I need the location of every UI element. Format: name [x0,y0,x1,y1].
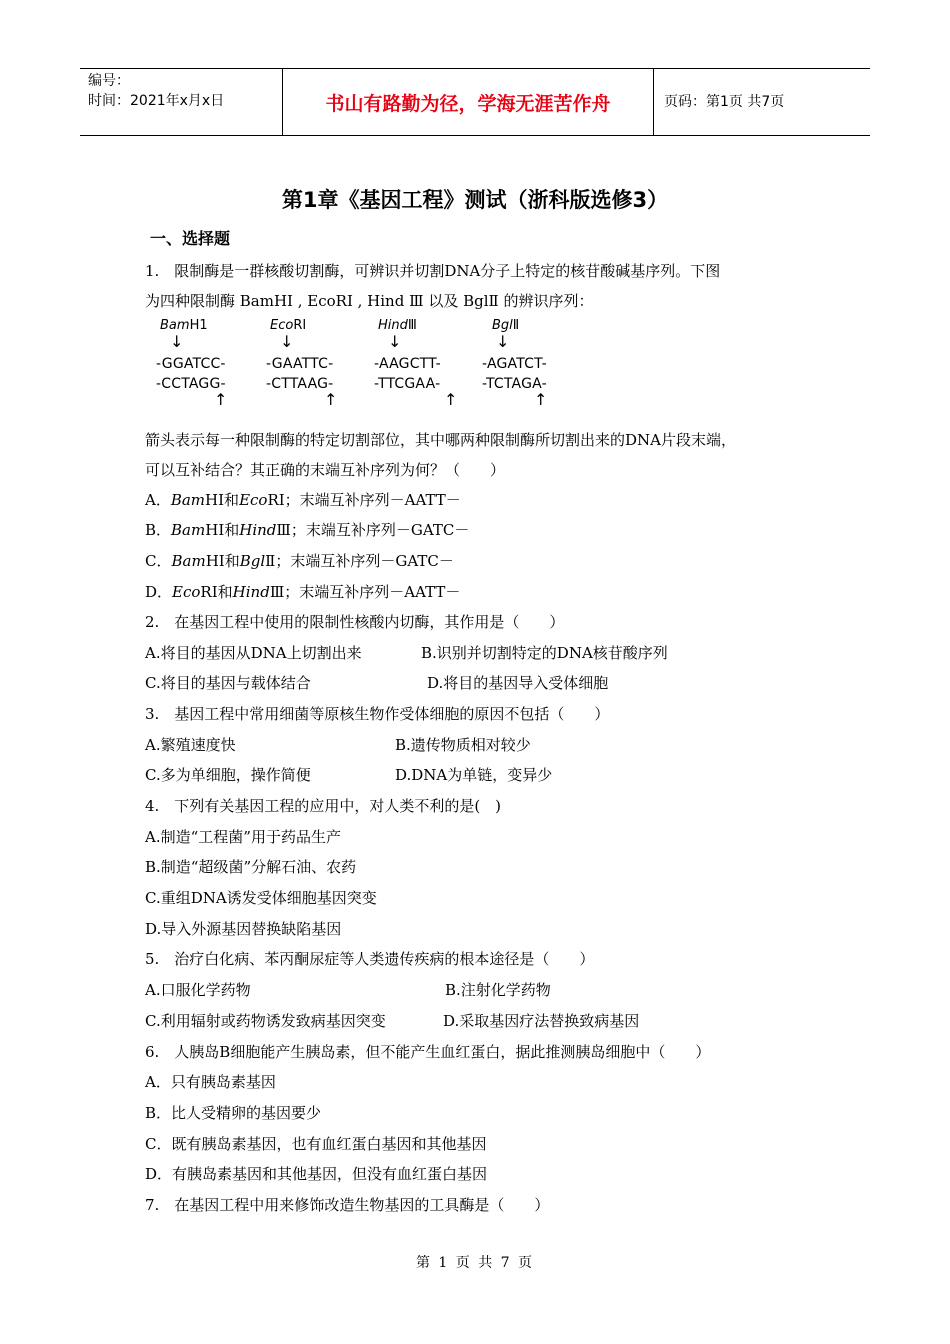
q5-option-a: A.口服化学药物 [145,981,251,999]
page-footer: 第 1 页 共 7 页 [415,1255,535,1271]
q1-option-a: A．BamHI和EcoRI；末端互补序列－AATT－ [145,491,461,509]
bottom-strand: -TTCGAA- [374,376,441,392]
q5-stem: 5. 治疗白化病、苯丙酮尿症等人类遗传疾病的根本途径是（ ） [145,950,595,968]
q1-option-b: B．BamHI和HindⅢ；末端互补序列－GATC－ [145,521,470,539]
page-info: 页码：第1页 共7页 [664,94,785,110]
q3-stem: 3. 基因工程中常用细菌等原核生物作受体细胞的原因不包括（ ） [145,705,610,723]
top-strand: -AGATCT- [482,356,547,372]
header-left-cell [80,69,282,135]
q3-option-a: A.繁殖速度快 [145,736,236,754]
top-strand: -GAATTC- [266,356,334,372]
q5-option-b: B.注射化学药物 [445,981,551,999]
cut-arrow-down-icon: ↓ [170,332,184,351]
q3-option-c: C.多为单细胞，操作简便 [145,766,311,784]
cut-arrow-down-icon: ↓ [388,332,402,351]
bottom-strand: -CCTAGG- [156,376,226,392]
enzyme-bglii [482,318,582,418]
enzyme-name: BamH1 [160,318,208,333]
cut-arrow-down-icon: ↓ [496,332,510,351]
section-title: 一、选择题 [150,229,231,248]
q4-option-b: B.制造“超级菌”分解石油、农药 [145,858,357,876]
top-strand: -GGATCC- [156,356,226,372]
q1-stem-line4: 可以互补结合？其正确的末端互补序列为何？（ ） [145,461,506,479]
q7-stem: 7. 在基因工程中用来修饰改造生物基因的工具酶是（ ） [145,1196,550,1214]
q2-option-d: D.将目的基因导入受体细胞 [427,674,609,692]
q2-option-c: C.将目的基因与载体结合 [145,674,311,692]
bottom-strand: -CTTAAG- [266,376,334,392]
cut-arrow-up-icon: ↑ [534,390,548,409]
top-strand: -AAGCTT- [374,356,441,372]
q1-option-c: C．BamHI和BglⅡ；末端互补序列－GATC－ [145,552,454,570]
enzyme-bamhi [156,318,256,418]
header-table [80,68,870,136]
q5-option-c: C.利用辐射或药物诱发致病基因突变 [145,1012,386,1030]
q4-option-c: C.重组DNA诱发受体细胞基因突变 [145,889,377,907]
enzyme-name: BglⅡ [492,318,520,333]
q1-stem-line3: 箭头表示每一种限制酶的特定切割部位，其中哪两种限制酶所切割出来的DNA片段末端， [145,431,736,449]
q6-option-d: D．有胰岛素基因和其他基因，但没有血红蛋白基因 [145,1165,488,1183]
number-label: 编号： [88,73,130,89]
q2-option-a: A.将目的基因从DNA上切割出来 [145,644,362,662]
q1-stem-line1: 1. 限制酶是一群核酸切割酶，可辨识并切割DNA分子上特定的核苷酸碱基序列。下图 [145,262,721,280]
header-motto-cell [282,69,654,135]
page-title: 第1章《基因工程》测试（浙科版选修3） [281,188,669,212]
restriction-site-figure [156,318,576,418]
header-right-cell [654,69,870,135]
enzyme-name: EcoRI [270,318,307,333]
enzyme-hindiii [374,318,474,418]
q3-option-d: D.DNA为单链，变异少 [395,766,553,784]
enzyme-name: HindⅢ [378,318,417,333]
q6-option-c: C．既有胰岛素基因，也有血红蛋白基因和其他基因 [145,1135,487,1153]
q6-option-a: A．只有胰岛素基因 [145,1073,276,1091]
q3-option-b: B.遗传物质相对较少 [395,736,531,754]
q1-stem-line2: 为四种限制酶 BamHI , EcoRI , Hind Ⅲ 以及 BglⅡ 的辨识序列： [145,292,594,310]
enzyme-ecori [266,318,366,418]
q5-option-d: D.采取基因疗法替换致病基因 [443,1012,640,1030]
q2-option-b: B.识别并切割特定的DNA核苷酸序列 [421,644,668,662]
cut-arrow-up-icon: ↑ [214,390,228,409]
q4-option-a: A.制造“工程菌”用于药品生产 [145,828,341,846]
cut-arrow-down-icon: ↓ [280,332,294,351]
q2-stem: 2. 在基因工程中使用的限制性核酸内切酶，其作用是（ ） [145,613,565,631]
bottom-strand: -TCTAGA- [482,376,547,392]
q6-stem: 6. 人胰岛B细胞能产生胰岛素，但不能产生血红蛋白，据此推测胰岛细胞中（ ） [145,1043,711,1061]
motto: 书山有路勤为径，学海无涯苦作舟 [325,92,611,115]
cut-arrow-up-icon: ↑ [444,390,458,409]
q4-stem: 4. 下列有关基因工程的应用中，对人类不利的是( ) [145,797,502,815]
cut-arrow-up-icon: ↑ [324,390,338,409]
q4-option-d: D.导入外源基因替换缺陷基因 [145,920,342,938]
q6-option-b: B．比人受精卵的基因要少 [145,1104,322,1122]
date-label: 时间：2021年x月x日 [88,93,225,109]
q1-option-d: D．EcoRI和HindⅢ；末端互补序列－AATT－ [145,583,461,601]
